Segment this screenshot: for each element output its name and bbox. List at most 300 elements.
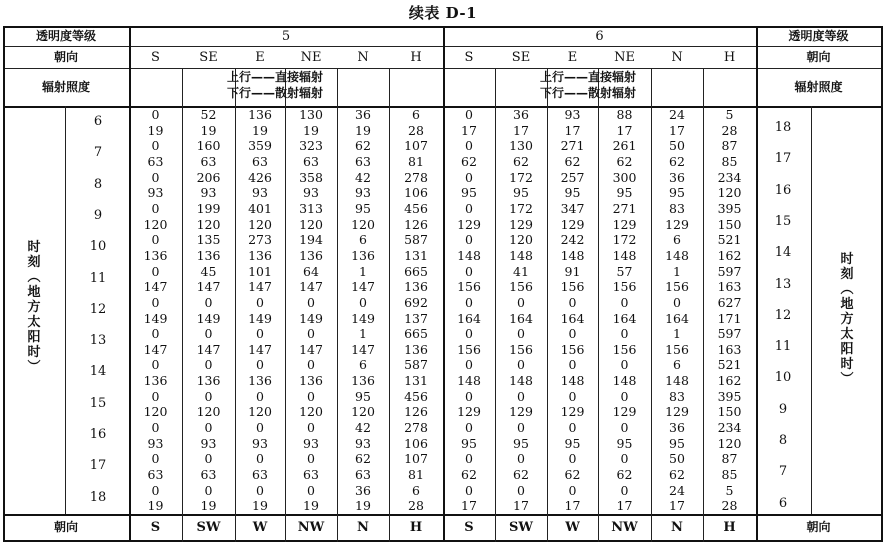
direct-value: 0 xyxy=(256,420,264,435)
rule-col xyxy=(495,68,496,542)
direct-value: 665 xyxy=(404,326,428,342)
direct-value: 0 xyxy=(307,357,315,373)
direct-value: 0 xyxy=(256,294,264,310)
diffuse-value: 93 xyxy=(252,435,268,451)
diffuse-value: 120 xyxy=(248,216,272,232)
diffuse-value: 156 xyxy=(560,341,585,357)
direct-value: 0 xyxy=(465,294,473,310)
diffuse-value: 148 xyxy=(509,373,533,389)
orientation-label-right: 朝向 xyxy=(806,50,831,64)
diffuse-value: 63 xyxy=(252,154,268,169)
direct-value: 101 xyxy=(248,263,272,279)
direct-value: 0 xyxy=(620,451,629,467)
direct-value: 271 xyxy=(612,200,637,216)
diffuse-value: 129 xyxy=(612,404,637,420)
direct-value: 172 xyxy=(612,232,637,248)
diffuse-value: 120 xyxy=(717,435,742,451)
diffuse-value: 148 xyxy=(612,373,637,389)
diffuse-value: 106 xyxy=(404,435,428,451)
direct-value: 6 xyxy=(673,232,681,248)
diffuse-value: 19 xyxy=(147,122,164,138)
diffuse-value: 93 xyxy=(147,185,164,201)
diffuse-value: 148 xyxy=(665,247,689,263)
time-label-char: 阳 xyxy=(840,342,854,357)
diffuse-value: 147 xyxy=(299,279,323,295)
diffuse-value: 120 xyxy=(717,185,742,201)
rule-group-split xyxy=(443,26,445,542)
diffuse-value: 136 xyxy=(143,373,168,389)
hour-left: 16 xyxy=(89,427,107,442)
direct-value: 0 xyxy=(151,294,160,310)
diffuse-value: 149 xyxy=(299,310,323,326)
direct-value: 0 xyxy=(151,107,160,122)
diffuse-value: 147 xyxy=(196,341,221,357)
diffuse-value: 120 xyxy=(196,404,221,420)
hour-left: 6 xyxy=(93,114,103,129)
direct-value: 0 xyxy=(568,420,577,435)
diffuse-value: 63 xyxy=(147,467,164,482)
diffuse-value: 62 xyxy=(461,154,477,169)
direct-value: 597 xyxy=(717,326,742,342)
diffuse-value: 85 xyxy=(721,154,738,169)
diffuse-value: 136 xyxy=(196,247,221,263)
direct-value: 95 xyxy=(355,388,371,404)
diffuse-value: 136 xyxy=(351,373,375,389)
diffuse-value: 149 xyxy=(248,310,272,326)
direct-value: 395 xyxy=(717,388,742,404)
orientation-n: N xyxy=(671,49,683,65)
direct-value: 401 xyxy=(248,200,272,216)
direct-value: 300 xyxy=(612,169,637,185)
diffuse-value: 129 xyxy=(665,404,689,420)
direct-value: 0 xyxy=(620,357,629,373)
direct-value: 0 xyxy=(359,294,367,310)
diffuse-value: 149 xyxy=(196,310,221,326)
diffuse-value: 93 xyxy=(252,185,268,201)
hour-right: 17 xyxy=(774,151,792,167)
footer-orientation-s: S xyxy=(150,519,161,535)
diffuse-value: 19 xyxy=(200,498,217,514)
diffuse-value: 62 xyxy=(616,154,633,169)
hour-right: 7 xyxy=(778,464,788,480)
rule-col xyxy=(235,68,236,542)
diffuse-value: 164 xyxy=(612,310,637,326)
diffuse-value: 156 xyxy=(457,279,481,295)
direct-value: 62 xyxy=(355,138,371,154)
diffuse-value: 17 xyxy=(513,122,529,138)
diffuse-value: 136 xyxy=(404,341,428,357)
direct-value: 273 xyxy=(248,232,272,248)
diffuse-value: 147 xyxy=(351,341,375,357)
diffuse-value: 28 xyxy=(721,498,738,514)
diffuse-value: 81 xyxy=(408,154,424,169)
footer-orientation-s: S xyxy=(464,519,474,535)
direct-value: 1 xyxy=(673,326,681,342)
rule-col xyxy=(651,68,652,542)
direct-value: 0 xyxy=(256,388,264,404)
direct-value: 0 xyxy=(151,138,160,154)
direct-value: 45 xyxy=(200,263,217,279)
hour-right: 16 xyxy=(774,182,792,198)
footer-orientation-h: H xyxy=(723,519,736,535)
diffuse-value: 149 xyxy=(351,310,375,326)
direct-value: 0 xyxy=(465,169,473,185)
direct-value: 0 xyxy=(204,388,213,404)
direct-value: 597 xyxy=(717,263,742,279)
diffuse-value: 163 xyxy=(717,341,742,357)
time-label-char: 阳 xyxy=(27,330,41,345)
direct-value: 0 xyxy=(204,357,213,373)
direct-value: 36 xyxy=(355,107,371,122)
time-label-char: 方 xyxy=(27,300,41,315)
diffuse-value: 95 xyxy=(616,435,633,451)
rule-label-end xyxy=(129,26,131,542)
hour-left: 14 xyxy=(89,364,107,380)
diffuse-value: 17 xyxy=(616,122,633,138)
direct-value: 0 xyxy=(204,294,213,310)
hour-left: 15 xyxy=(89,395,107,411)
diffuse-value: 136 xyxy=(248,247,272,263)
direct-value: 271 xyxy=(560,138,585,154)
direct-value: 93 xyxy=(564,107,581,122)
diffuse-value: 19 xyxy=(303,498,319,514)
time-label-char: ︶ xyxy=(840,372,854,387)
transparency-level-5: 5 xyxy=(281,28,291,44)
diffuse-value: 62 xyxy=(564,467,581,482)
diffuse-value: 129 xyxy=(509,404,533,420)
direct-value: 0 xyxy=(568,326,577,342)
direct-value: 50 xyxy=(669,451,685,467)
hour-right: 14 xyxy=(774,245,792,261)
diffuse-value: 156 xyxy=(612,279,637,295)
time-label-right xyxy=(839,252,855,387)
diffuse-value: 148 xyxy=(560,247,585,263)
direct-value: 0 xyxy=(151,357,160,373)
diffuse-value: 17 xyxy=(564,498,581,514)
footer-orientation-nw: NW xyxy=(611,519,638,535)
orientation-label-left: 朝向 xyxy=(53,50,78,64)
direct-value: 87 xyxy=(721,138,738,154)
legend-diffuse: 下行——散射辐射 xyxy=(227,86,324,100)
direct-value: 0 xyxy=(204,420,213,435)
diffuse-value: 149 xyxy=(143,310,168,326)
hour-left: 10 xyxy=(89,239,107,255)
rule-col xyxy=(337,68,338,542)
direct-value: 36 xyxy=(355,482,371,498)
diffuse-value: 120 xyxy=(143,216,168,232)
direct-value: 0 xyxy=(568,388,577,404)
orientation-h: H xyxy=(410,49,422,65)
diffuse-value: 156 xyxy=(509,341,533,357)
rule-right xyxy=(881,26,883,542)
direct-value: 0 xyxy=(151,388,160,404)
diffuse-value: 148 xyxy=(665,373,689,389)
direct-value: 172 xyxy=(509,200,533,216)
direct-value: 136 xyxy=(248,107,272,122)
diffuse-value: 126 xyxy=(404,216,428,232)
orientation-n: N xyxy=(357,49,369,65)
direct-value: 0 xyxy=(307,482,315,498)
diffuse-value: 19 xyxy=(252,498,268,514)
direct-value: 42 xyxy=(355,420,371,435)
diffuse-value: 62 xyxy=(513,467,529,482)
direct-value: 107 xyxy=(404,138,428,154)
time-label-char: 时 xyxy=(27,240,41,255)
hour-right: 12 xyxy=(774,307,792,323)
direct-value: 6 xyxy=(359,232,367,248)
direct-value: 242 xyxy=(560,232,585,248)
diffuse-value: 93 xyxy=(147,435,164,451)
diffuse-value: 136 xyxy=(299,247,323,263)
direct-value: 0 xyxy=(465,451,473,467)
diffuse-value: 148 xyxy=(612,247,637,263)
direct-value: 83 xyxy=(669,200,685,216)
diffuse-value: 156 xyxy=(509,279,533,295)
direct-value: 665 xyxy=(404,263,428,279)
diffuse-value: 156 xyxy=(457,341,481,357)
direct-value: 521 xyxy=(717,232,742,248)
direct-value: 95 xyxy=(355,200,371,216)
diffuse-value: 171 xyxy=(717,310,742,326)
direct-value: 0 xyxy=(465,420,473,435)
diffuse-value: 63 xyxy=(355,154,371,169)
direct-value: 261 xyxy=(612,138,637,154)
diffuse-value: 63 xyxy=(355,467,371,482)
footer-orientation-n: N xyxy=(357,519,369,535)
transparency-level-6: 6 xyxy=(595,28,604,44)
diffuse-value: 95 xyxy=(513,185,529,201)
direct-value: 0 xyxy=(517,388,525,404)
orientation-ne: NE xyxy=(614,49,635,65)
direct-value: 0 xyxy=(568,357,577,373)
legend-left xyxy=(227,69,323,101)
direct-value: 0 xyxy=(307,388,315,404)
direct-value: 0 xyxy=(151,169,160,185)
diffuse-value: 136 xyxy=(143,247,168,263)
direct-value: 0 xyxy=(517,482,525,498)
hour-left: 8 xyxy=(93,176,103,192)
hour-left: 12 xyxy=(89,301,107,317)
direct-value: 0 xyxy=(673,294,681,310)
hour-right: 9 xyxy=(778,401,788,417)
direct-value: 0 xyxy=(517,294,525,310)
diffuse-value: 95 xyxy=(616,185,633,201)
footer-orientation-sw: SW xyxy=(196,519,221,535)
diffuse-value: 62 xyxy=(564,154,581,169)
diffuse-value: 131 xyxy=(404,247,428,263)
direct-value: 0 xyxy=(568,482,577,498)
direct-value: 0 xyxy=(517,451,525,467)
direct-value: 0 xyxy=(307,294,315,310)
direct-value: 36 xyxy=(669,420,685,435)
direct-value: 395 xyxy=(717,200,742,216)
diffuse-value: 136 xyxy=(404,279,428,295)
time-label-char: 太 xyxy=(840,327,854,342)
direct-value: 359 xyxy=(248,138,272,154)
rule-label-split-left xyxy=(65,106,66,514)
footer-orientation-nw: NW xyxy=(297,519,325,535)
diffuse-value: 129 xyxy=(665,216,689,232)
diffuse-value: 28 xyxy=(721,122,738,138)
diffuse-value: 147 xyxy=(299,341,323,357)
diffuse-value: 150 xyxy=(717,216,742,232)
diffuse-value: 150 xyxy=(717,404,742,420)
diffuse-value: 147 xyxy=(143,279,168,295)
time-label-char: 刻 xyxy=(840,267,854,282)
orientation-se: SE xyxy=(199,49,218,65)
diffuse-value: 156 xyxy=(665,279,689,295)
direct-value: 426 xyxy=(248,169,272,185)
direct-value: 0 xyxy=(307,326,315,342)
direct-value: 88 xyxy=(616,107,633,122)
diffuse-value: 162 xyxy=(717,247,742,263)
direct-value: 199 xyxy=(196,200,221,216)
diffuse-value: 17 xyxy=(461,122,477,138)
time-label-char: 地 xyxy=(27,285,41,300)
direct-value: 587 xyxy=(404,232,428,248)
direct-value: 0 xyxy=(307,420,315,435)
diffuse-value: 147 xyxy=(248,279,272,295)
hour-left: 7 xyxy=(93,145,103,161)
direct-value: 627 xyxy=(717,294,742,310)
direct-value: 194 xyxy=(299,232,323,248)
rule-col xyxy=(547,68,548,542)
rule-col xyxy=(182,68,183,542)
direct-value: 36 xyxy=(513,107,529,122)
diffuse-value: 136 xyxy=(248,373,272,389)
direct-value: 120 xyxy=(509,232,533,248)
diffuse-value: 17 xyxy=(669,498,685,514)
diffuse-value: 129 xyxy=(612,216,637,232)
diffuse-value: 129 xyxy=(560,404,585,420)
orientation-label-footer-left: 朝向 xyxy=(53,520,78,534)
direct-value: 0 xyxy=(465,138,473,154)
direct-value: 0 xyxy=(204,451,213,467)
direct-value: 0 xyxy=(465,357,473,373)
orientation-s: S xyxy=(464,49,474,65)
direct-value: 6 xyxy=(673,357,681,373)
direct-value: 521 xyxy=(717,357,742,373)
diffuse-value: 120 xyxy=(248,404,272,420)
direct-value: 50 xyxy=(669,138,685,154)
time-label-char: 地 xyxy=(840,297,854,312)
direct-value: 130 xyxy=(299,107,323,122)
irradiance-label-left: 辐射照度 xyxy=(41,80,90,94)
direct-value: 0 xyxy=(151,263,160,279)
direct-value: 0 xyxy=(307,451,315,467)
diffuse-value: 62 xyxy=(513,154,529,169)
diffuse-value: 156 xyxy=(560,279,585,295)
legend-direct: 上行——直接辐射 xyxy=(227,70,324,84)
diffuse-value: 63 xyxy=(200,467,217,482)
diffuse-value: 63 xyxy=(303,467,319,482)
hour-right: 13 xyxy=(774,276,792,292)
footer-orientation-w: W xyxy=(252,519,268,535)
diffuse-value: 19 xyxy=(355,498,371,514)
hour-right: 15 xyxy=(774,213,792,229)
direct-value: 87 xyxy=(721,451,738,467)
legend-diffuse: 下行——散射辐射 xyxy=(540,86,637,100)
diffuse-value: 120 xyxy=(143,404,168,420)
diffuse-value: 19 xyxy=(303,122,319,138)
orientation-e: E xyxy=(255,49,265,65)
diffuse-value: 162 xyxy=(717,373,742,389)
diffuse-value: 136 xyxy=(196,373,221,389)
orientation-se: SE xyxy=(511,49,531,65)
direct-value: 278 xyxy=(404,169,428,185)
diffuse-value: 120 xyxy=(351,216,375,232)
diffuse-value: 164 xyxy=(665,310,689,326)
transparency-label-left: 透明度等级 xyxy=(35,29,96,43)
diffuse-value: 137 xyxy=(404,310,428,326)
direct-value: 0 xyxy=(517,357,525,373)
direct-value: 0 xyxy=(151,482,160,498)
diffuse-value: 93 xyxy=(200,435,217,451)
direct-value: 135 xyxy=(196,232,221,248)
footer-orientation-w: W xyxy=(565,519,580,535)
direct-value: 42 xyxy=(355,169,371,185)
diffuse-value: 62 xyxy=(669,467,685,482)
diffuse-value: 63 xyxy=(303,154,319,169)
direct-value: 130 xyxy=(509,138,533,154)
hour-right: 6 xyxy=(778,495,788,511)
diffuse-value: 95 xyxy=(564,185,581,201)
hour-left: 17 xyxy=(89,458,107,474)
direct-value: 0 xyxy=(151,420,160,435)
diffuse-value: 93 xyxy=(200,185,217,201)
diffuse-value: 93 xyxy=(355,435,371,451)
diffuse-value: 28 xyxy=(408,122,424,138)
diffuse-value: 129 xyxy=(457,404,481,420)
hour-right: 8 xyxy=(778,433,788,448)
rule-col xyxy=(703,68,704,542)
direct-value: 1 xyxy=(359,326,367,342)
diffuse-value: 148 xyxy=(457,247,481,263)
hour-left: 11 xyxy=(89,270,107,286)
diffuse-value: 156 xyxy=(612,341,637,357)
diffuse-value: 148 xyxy=(560,373,585,389)
direct-value: 0 xyxy=(465,200,473,216)
diffuse-value: 19 xyxy=(355,122,371,138)
direct-value: 257 xyxy=(560,169,585,185)
direct-value: 278 xyxy=(404,420,428,435)
rule-col xyxy=(598,68,599,542)
diffuse-value: 81 xyxy=(408,467,424,482)
direct-value: 0 xyxy=(517,420,525,435)
direct-value: 692 xyxy=(404,294,428,310)
time-label-char: 方 xyxy=(840,312,854,327)
diffuse-value: 129 xyxy=(509,216,533,232)
diffuse-value: 147 xyxy=(351,279,375,295)
legend-direct: 上行——直接辐射 xyxy=(540,70,637,84)
diffuse-value: 95 xyxy=(669,435,685,451)
direct-value: 206 xyxy=(196,169,221,185)
direct-value: 0 xyxy=(568,451,577,467)
direct-value: 6 xyxy=(412,482,420,498)
orientation-e: E xyxy=(567,49,578,65)
diffuse-value: 63 xyxy=(147,154,164,169)
diffuse-value: 106 xyxy=(404,185,428,201)
direct-value: 0 xyxy=(568,294,577,310)
diffuse-value: 156 xyxy=(665,341,689,357)
diffuse-value: 62 xyxy=(669,154,685,169)
footer-orientation-sw: SW xyxy=(509,519,533,535)
orientation-ne: NE xyxy=(300,49,322,65)
orientation-label-footer-right: 朝向 xyxy=(806,520,831,534)
diffuse-value: 147 xyxy=(248,341,272,357)
direct-value: 347 xyxy=(560,200,585,216)
diffuse-value: 62 xyxy=(461,467,477,482)
